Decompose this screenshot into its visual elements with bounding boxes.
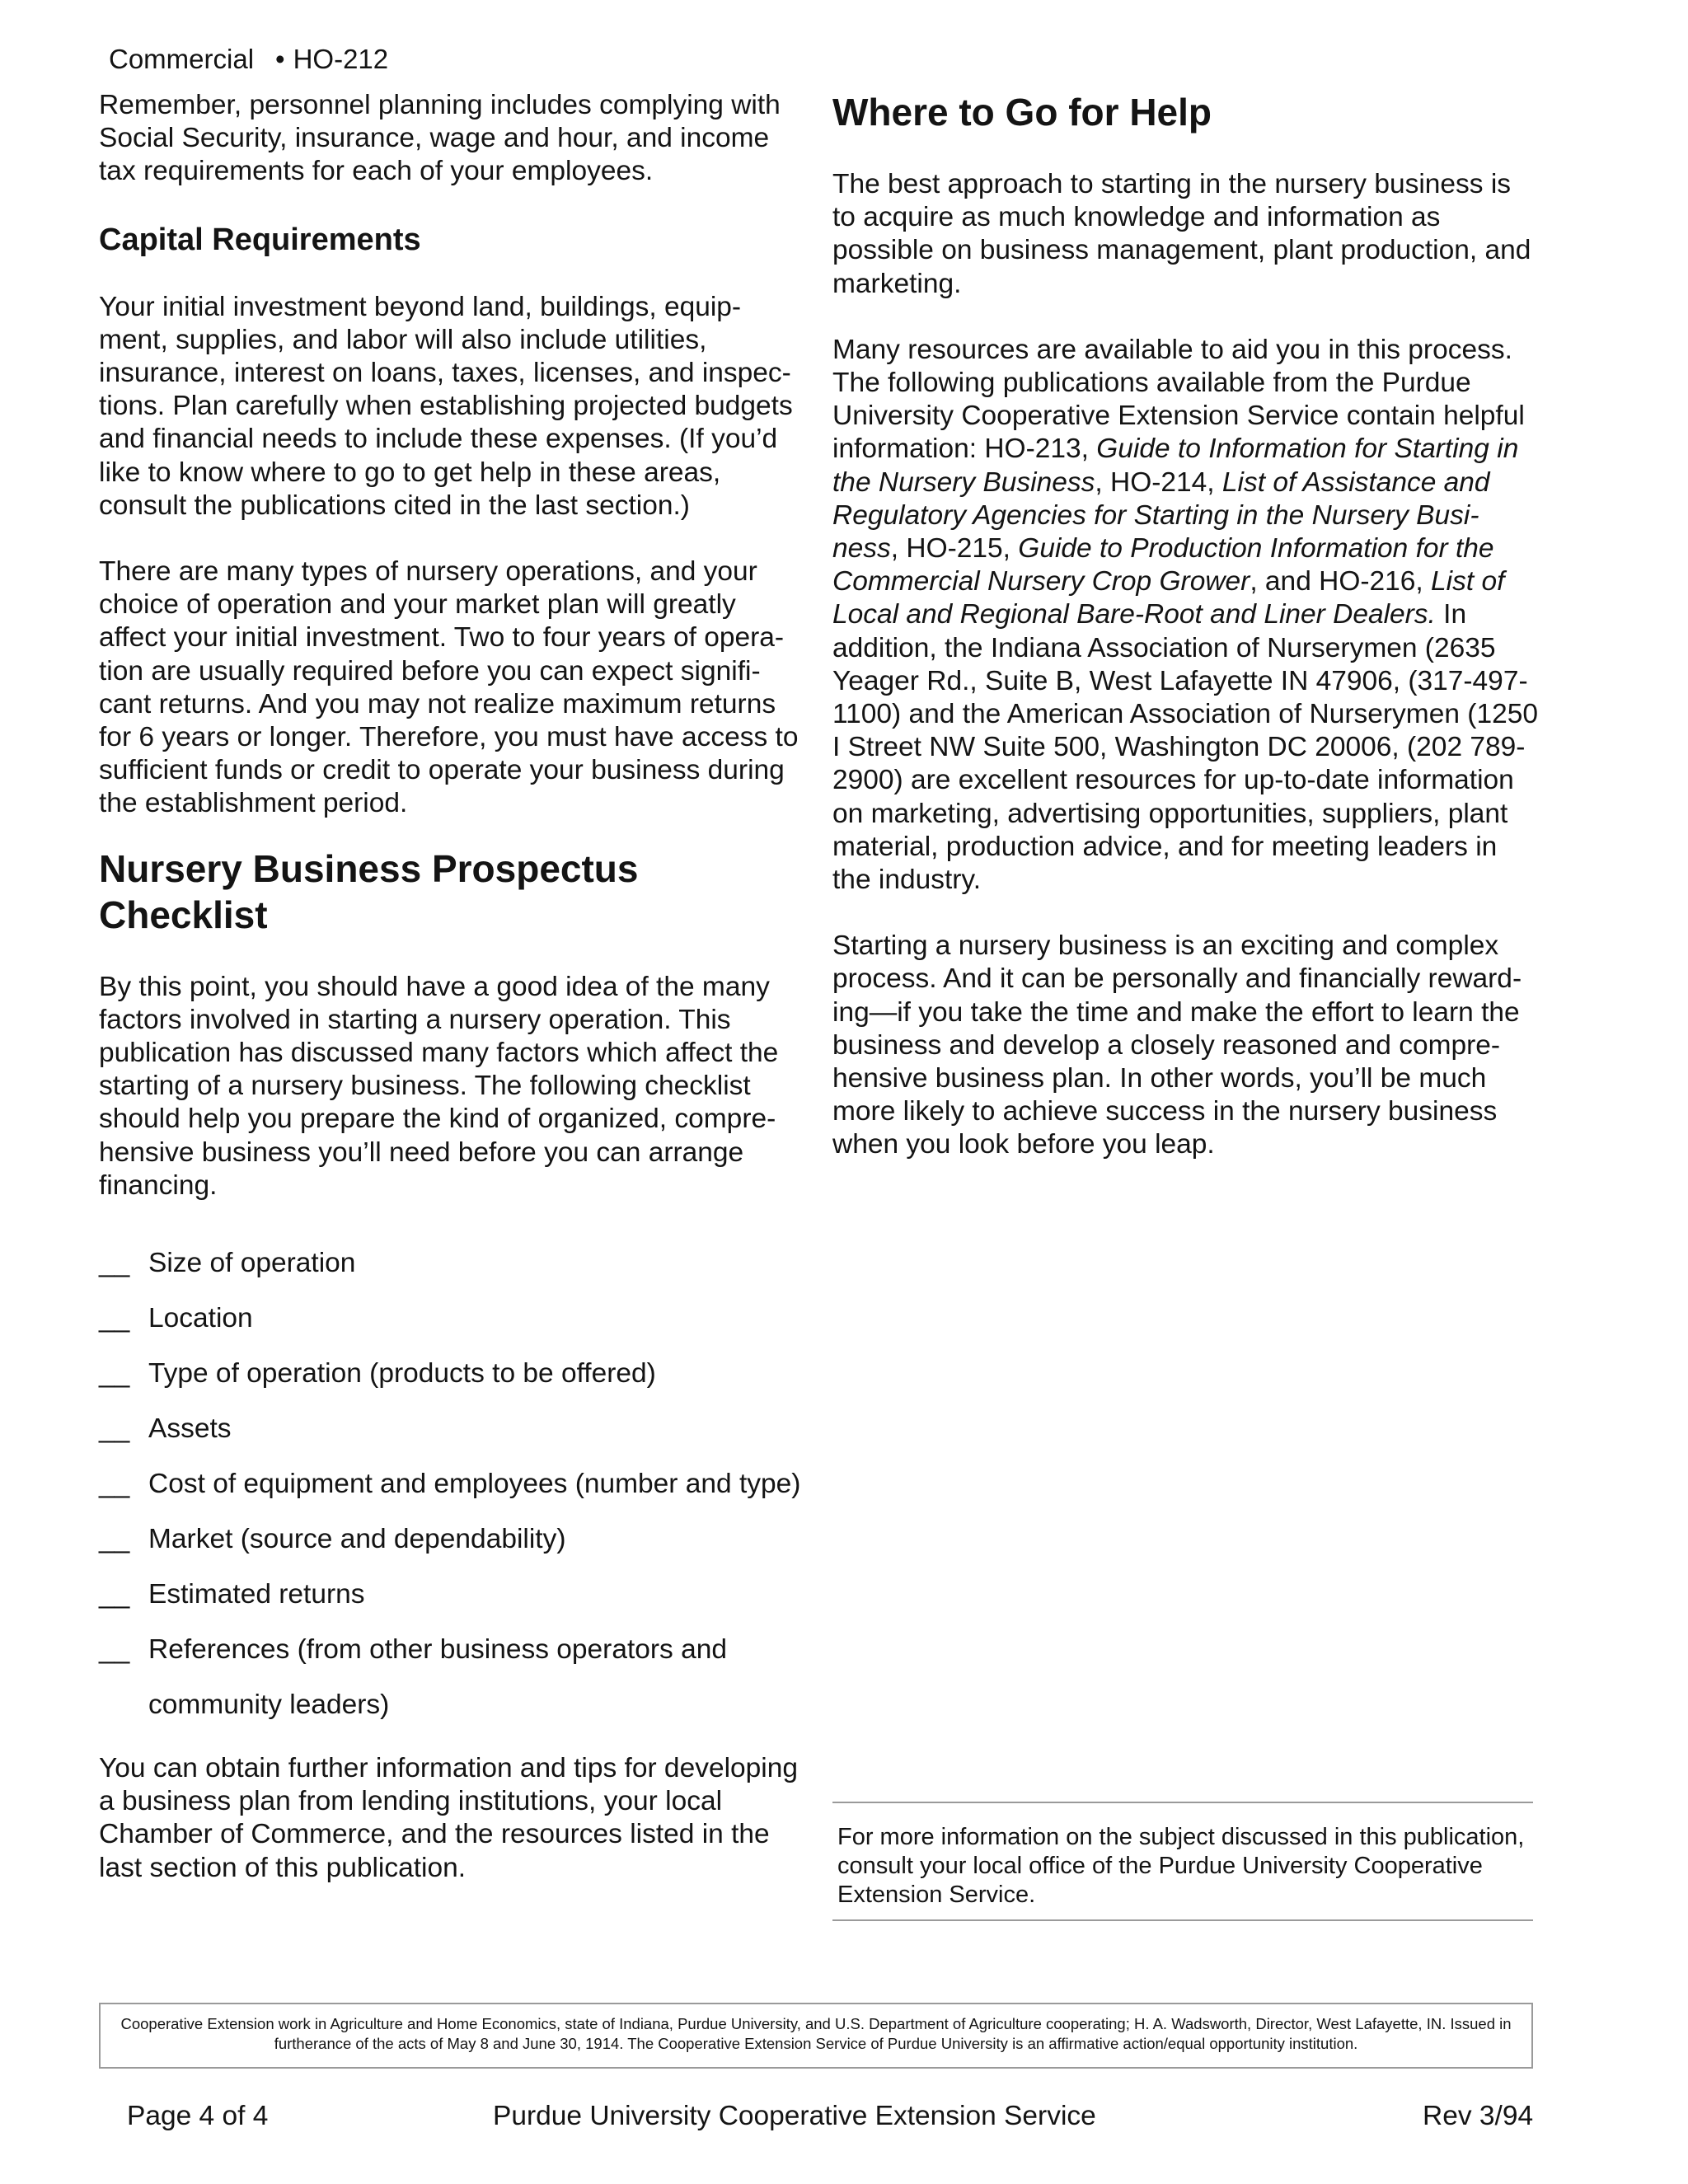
left-column (99, 89, 808, 1885)
help-paragraph-3: Starting a nursery business is an exciting and complex process. And it can be personally and financially reward-ing—if you take the time and make the effort to learn the business and develop a closely reasoned and compre-hensive business plan. In other words, you’ll be much more likely to achieve success in the nursery business when you look before you leap. (832, 930, 1522, 1160)
checklist-item: __ Size of operation (99, 1235, 808, 1291)
checklist-item: __ References (from other business operators and community leaders) (99, 1622, 808, 1732)
running-head (109, 43, 388, 76)
capital-paragraph-1: Your initial investment beyond land, buildings, equip-ment, supplies, and labor will also include utilities, insurance, interest on loans, taxes, licenses, and inspec-tions. Plan carefully when establishing projected budgets and financial needs to include these expenses. (If you’d like to know where to go to get help in these areas, consult the publications cited in the last section.) (99, 291, 793, 521)
ho-216-title: List of Local and Regional Bare-Root and Liner Dealers. (832, 566, 1505, 630)
prospectus-intro: By this point, you should have a good idea of the many factors involved in starting a nursery operation. This publication has discussed many factors which affect the starting of a nursery business. The following checklist should help you prepare the kind of organized, compre-hensive business you’ll need before you can arrange financing. (99, 971, 779, 1201)
where-to-go-heading: Where to Go for Help (832, 91, 1212, 134)
ho-214-title: List of Assistance and Regulatory Agencies for Starting in the Nursery Busi-ness (832, 466, 1490, 565)
checklist-item: __ Assets (99, 1401, 808, 1456)
help-paragraph-1: The best approach to starting in the nursery business is to acquire as much knowledge and information as possible on business management, plant production, and marketing. (832, 169, 1531, 299)
prospectus-checklist-heading: Nursery Business Prospectus Checklist (99, 846, 639, 936)
capital-requirements-heading: Capital Requirements (99, 222, 421, 257)
publication-code: HO-212 (293, 44, 389, 74)
revision-date: Rev 3/94 (1423, 2101, 1534, 2131)
personnel-paragraph: Remember, personnel planning includes complying with Social Security, insurance, wage and hour, and income tax requirements for each of your employees. (99, 90, 781, 187)
checklist (99, 1235, 808, 1732)
checklist-item: __ Location (99, 1291, 808, 1346)
checklist-item: __ Estimated returns (99, 1567, 808, 1622)
checklist-item: __ Type of operation (products to be offered) (99, 1346, 808, 1401)
checkbox-blank: __ (99, 1248, 130, 1279)
checkbox-blank: __ (99, 1634, 130, 1666)
checkbox-blank: __ (99, 1303, 130, 1334)
checkbox-blank: __ (99, 1469, 130, 1500)
page-number: Page 4 of 4 (127, 2101, 269, 2131)
ho-215-title: Guide to Production Information for the Commercial Nursery Crop Grower (832, 533, 1494, 598)
more-info-box (832, 1802, 1533, 1921)
right-column (832, 89, 1541, 1162)
header-bullet: • (275, 44, 285, 74)
legal-notice-box (99, 2003, 1533, 2069)
footer-organization: Purdue University Cooperative Extension Service (493, 2101, 1096, 2131)
capital-paragraph-2: There are many types of nursery operations, and your choice of operation and your market plan will greatly affect your initial investment. Two to four years of opera-tion are usually required before you can expect signifi-cant returns. And you may not realize maximum returns for 6 years or longer. Therefore, you must have access to sufficient funds or credit to operate your business during the establishment period. (99, 556, 799, 819)
checklist-item: __ Cost of equipment and employees (number and type) (99, 1456, 808, 1511)
more-info-text: For more information on the subject discussed in this publication, consult your local office of the Purdue University Cooperative Extension Service. (837, 1824, 1525, 1908)
ho-213-title: Guide to Information for Starting in the Nursery Business (832, 434, 1519, 498)
legal-notice-text: Cooperative Extension work in Agriculture and Home Economics, state of Indiana, Purdue University, and U.S. Department of Agriculture cooperating; H. A. Wadsworth, Director, West Lafayette, IN. Issued in furtherance of the acts of May 8 and June 30, 1914. The Cooperative Extension Service of Purdue University is an affirmative action/equal opportunity institution. (120, 2015, 1512, 2052)
series-label: Commercial (109, 44, 255, 74)
checkbox-blank: __ (99, 1358, 130, 1390)
help-paragraph-2: Many resources are available to aid you in this process. The following publications available from the Purdue University Cooperative Extension Service contain helpful information: HO-213, Guide to Information for Starting in the Nursery Business, HO-214, List of Assistance and Regulatory Agencies for Starting in the Nursery Busi-ness, HO-215, Guide to Production Information for the Commercial Nursery Crop Grower, and HO-216, List of Local and Regional Bare-Root and Liner Dealers. In addition, the Indiana Association of Nurserymen (2635 Yeager Rd., Suite B, West Lafayette IN 47906, (317-497-1100) and the American Association of Nurserymen (1250 I Street NW Suite 500, Washington DC 20006, (202 789-2900) are excellent resources for up-to-date information on marketing, advertising opportunities, suppliers, plant material, production advice, and for meeting leaders in the industry. (832, 334, 1538, 896)
checklist-item: __ Market (source and dependability) (99, 1511, 808, 1567)
prospectus-closing: You can obtain further information and tips for developing a business plan from lending institutions, your local Chamber of Commerce, and the resources listed in the last section of this publication. (99, 1753, 798, 1883)
checkbox-blank: __ (99, 1413, 130, 1445)
checkbox-blank: __ (99, 1524, 130, 1555)
checkbox-blank: __ (99, 1579, 130, 1610)
